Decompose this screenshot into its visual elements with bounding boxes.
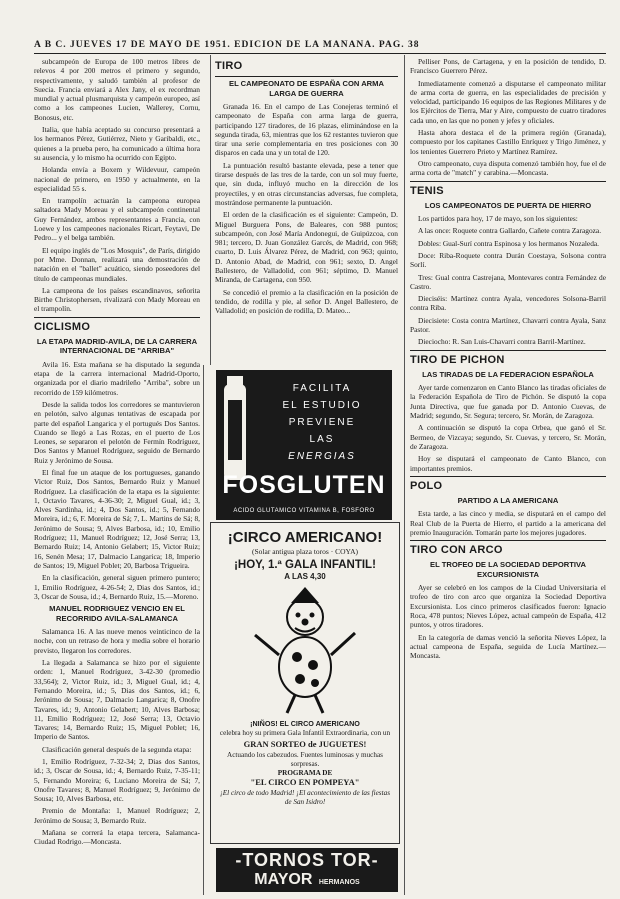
- paragraph: Granada 16. En el campo de Las Conejeras terminó el campeonato de España con arma larga de guerra, participando 127 tiradores, de 16 plazas, eliminándose en la segunda tirada, 63, mientras que los 62 restantes tuvieron que tirar una serie complementaria en tres posiciones con 30 disparos en cada una y un total de 120.: [215, 102, 398, 158]
- headline-campeonato-arma-larga: EL CAMPEONATO DE ESPAÑA CON ARMA LARGA DE GUERRA: [229, 79, 384, 98]
- column-2: [215, 57, 398, 363]
- paragraph: A continuación se disputó la copa Orbea, que ganó el Sr. Bermeo, de Vizcaya; segundo, Sr. Cuevas, y tercero, Sr. Morán, de Zaragoza.: [410, 423, 606, 451]
- paragraph: Ayer tarde comenzaron en Canto Blanco las tiradas oficiales de la Federación Española de Tiro de Pichón. Se disputó la copa Junta Directiva, que fue ganada por D. Antonio Cuevas, de Madrid; segundo, Sr. Segura; tercero, Sr. Morán, de Zaragoza.: [410, 383, 606, 421]
- header-rule: [34, 53, 606, 54]
- paragraph: Clasificación general después de la segunda etapa:: [42, 744, 192, 754]
- paragraph: Tres: Gual contra Castrejana, Montevares contra Fernández de Castro.: [410, 272, 606, 291]
- paragraph: Diecisiete: Costa contra Martínez, Chavarri contra Ayala, Sanz Pastor.: [410, 315, 606, 335]
- fosgluten-subtitle: ACIDO GLUTAMICO VITAMINA B, FOSFORO: [233, 508, 375, 514]
- paragraph: Desde la salida todos los corredores se mantuvieron en pelotón, salvo algunas tentativas de escapada por parte del español Langarica y el portugués Dos Santos. Cuando se llegó a Las Rozas, en el puerto de Los Leones, se separaron el pelotón de Fermín Rodríguez, Dos Santos y Manuel Rodríguez, seguido de Bernardo Ruiz y Jerónimo de Sousa.: [34, 399, 200, 465]
- headline-avila-salamanca: MANUEL RODRIGUEZ VENCIO EN EL RECORRIDO AVILA-SALAMANCA: [49, 604, 185, 623]
- clown-illustration: [245, 585, 365, 715]
- section-title-tiro-arco: TIRO CON ARCO: [410, 544, 503, 557]
- tornos-line1: -TORNOS TOR-: [235, 850, 379, 870]
- column-3: [410, 57, 606, 893]
- paragraph: En la clasificación, general siguen primero puntero; 1, Emilio Rodríguez, 4-26-54; 2, Dias dos Santos, id.; 3, Oscar de Sousa, id.; 4, Bernardo Ruiz, 15.—Moreno.: [34, 573, 200, 601]
- paragraph: Se concedió el premio a la clasificación en la posición de tendido, de rodilla y pie, al señor D. Angel Ballestero, de Valladolid; en posición de rodilla, D. Mateo...: [215, 287, 398, 316]
- section-title-tiro-pichon: TIRO DE PICHON: [410, 353, 505, 366]
- paragraph: Premio de Montaña: 1, Manuel Rodríguez; 2, Jerónimo de Sousa; 3, Bernardo Ruiz.: [34, 806, 200, 825]
- paragraph: El equipo inglés de "Los Mosquis", de París, dirigido por Mme. Donnan, realizará una demostración de natación en el "ballet" acuático, siendo poseedores del título de campeonas mundiales.: [34, 245, 200, 283]
- ad-line: FACILITA: [292, 383, 352, 394]
- paragraph: Italia, que había aceptado su concurso presentará a los hermanos Pérez, Gutiérrez, Nieto y Garibaldi, etc., quienes a la prueba pero, ha comunicado a última hora su ausencia, y lo mismo ha ocurrido con Egipto.: [34, 125, 200, 162]
- section-title-tiro: TIRO: [215, 60, 243, 72]
- paragraph: En trampolín actuarán la campeona europea saltadora Mady Moreau y el subcampeón continental Guy Fernández, ambos representantes a Francia, con Loewe y los campeones nacionales Ricart, Feytavi, De Pedro... y el belga también.: [34, 196, 200, 243]
- paragraph: La llegada a Salamanca se hizo por el siguiente orden: 1, Manuel Rodríguez, 3-42-30 (promedio 33,564); 2, Victor Ruiz, id.; 3, Miguel Gual, id.; 4, Fernando Moreira, id.; 5, Dias dos Santos, id.; 6, Jerónimo de Sousa; 7, Dalmacio Langarica; 8, Onofre Tavares, id.; 9, Antonio Gelabert; 10, Alves Barbosa; 11, Emilio Rodríguez; 12, José Serra; 13, Octavio Tavares; 14, Bernardo Ruiz; 15, Miguel Poblet; 16, Imperio de Santos.: [34, 658, 200, 742]
- circo-title: ¡CIRCO AMERICANO!: [227, 529, 383, 546]
- circo-venue: (Solar antigua plaza toros · COYA): [251, 547, 358, 556]
- paragraph: Pelliser Pons, de Cartagena, y en la posición de tendido, D. Francisco Guerrero Pérez.: [410, 57, 606, 76]
- paragraph: Avila 16. Esta mañana se ha disputado la segunda etapa de la carrera internacional Madrid-Oporto, organizada por el diario madrileño "Arriba", sobre un recorrido de 159 kilómetros.: [34, 359, 200, 397]
- paragraph: La campeona de los países escandinavos, señorita Birthe Christophersen, rivalizará con Mady Moreau en el trampolín.: [34, 285, 200, 314]
- column-divider-left: [210, 55, 211, 365]
- paragraph: A las once: Roquete contra Gallardo, Cañete contra Zaragoza.: [418, 226, 602, 236]
- section-rule: [410, 181, 606, 182]
- section-rule: [410, 476, 606, 477]
- circo-program-name: "EL CIRCO EN POMPEYA": [250, 777, 360, 787]
- section-rule: [410, 540, 606, 541]
- headline-trofeo-excursionista: EL TROFEO DE LA SOCIEDAD DEPORTIVA EXCURSIONISTA: [430, 560, 586, 579]
- circo-body-head: ¡NIÑOS! EL CIRCO AMERICANO: [250, 719, 360, 728]
- paragraph: Los partidos para hoy, 17 de mayo, son los siguientes:: [418, 214, 578, 224]
- ad-line: EL ESTUDIO: [282, 400, 362, 411]
- headline-federacion-espanola: LAS TIRADAS DE LA FEDERACION ESPAÑOLA: [422, 369, 594, 379]
- tornos-tormayor-ad: [216, 848, 398, 892]
- ad-line: PREVIENE: [288, 417, 356, 428]
- section-title-tenis: TENIS: [410, 184, 444, 197]
- paragraph: Otro campeonato, cuya disputa comenzó también hoy, fue el de arma corta de "match" y carabina.—Moncasta.: [410, 158, 606, 178]
- tornos-line2: MAYOR: [254, 871, 313, 888]
- paragraph: Mañana se correrá la etapa tercera, Salamanca-Ciudad Rodrigo.—Moncasta.: [34, 828, 200, 847]
- paragraph: Dobles: Gual-Surí contra Espinosa y los hermanos Nozaleda.: [418, 238, 600, 248]
- paragraph: Esta tarde, a las cinco y media, se disputará en el campo del Real Club de la Puerta de Hierro, el partido a la americana del premio Inauguración. Tomarán parte los mejores jugadores.: [410, 509, 606, 537]
- tornos-hermanos: HERMANOS: [318, 879, 360, 886]
- headline-puerta-de-hierro: LOS CAMPEONATOS DE PUERTA DE HIERRO: [424, 200, 592, 210]
- headline-partido-americana: PARTIDO A LA AMERICANA: [457, 495, 559, 505]
- circo-americano-ad: [210, 522, 400, 844]
- column-divider-left-lower: [203, 365, 204, 895]
- paragraph: Dieciséis: Martínez contra Ayala, vencedores Solsona-Barril contra Riba.: [410, 294, 606, 313]
- paragraph: subcampeón de Europa de 100 metros libres de relevos 4 por 200 metros el primero y segundo, respectivamente, y saludó también al profesor de Suecia. Francia enviará a Alex Jany, el ex recordman mundial y actual plusmarquista y campeón europeo, así como a los campeones Lucien, Wallerey, Cornu, Bonosus, etc.: [34, 57, 200, 122]
- paragraph: La puntuación resultó bastante elevada, pese a tener que tirarse después de las tres de la tarde, con un sol muy fuerte, que, sin duda, influyó mucho en la dirección de los proyectiles, y en otras circunstancias adversas, fue completa, mostrándose permanente la puntuación.: [215, 160, 398, 207]
- circo-gala: ¡HOY, 1.ª GALA INFANTIL!: [234, 559, 376, 571]
- section-title-polo: POLO: [410, 479, 443, 492]
- circo-program-label: PROGRAMA DE: [277, 769, 333, 777]
- paragraph: Hoy se disputará el campeonato de Canto Blanco, con importantes premios.: [410, 454, 606, 473]
- circo-footer: ¡El circo de todo Madrid! ¡El acontecimiento de las fiestas de San Isidro!: [219, 789, 390, 806]
- paragraph: Hasta ahora destaca el de la primera región (Granada), compuesto por los capitanes Castillo Enríquez y Trigo Jiménez, y los tenientes Guerrero Prieto y Martínez Ramírez.: [410, 128, 606, 156]
- paragraph: Doce: Riba-Roquete contra Durán Coestaya, Solsona contra Sorlí.: [410, 250, 606, 270]
- paragraph: Dieciocho: R. San Luis-Chavarri contra Barril-Martínez.: [418, 337, 586, 347]
- headline-madrid-avila: LA ETAPA MADRID-AVILA, DE LA CARRERA INTERNACIONAL DE "ARRIBA": [36, 336, 198, 356]
- circo-time: A LAS 4,30: [284, 572, 326, 581]
- section-rule: [215, 76, 398, 77]
- paragraph: El orden de la clasificación es el siguiente: Campeón, D. Miguel Burguera Pons, de Baleares, con 988 puntos; subcampeón, con José María Andonegui, de Guipúzcoa, con 981; tercero, D. Juan González Garcés, de Madrid, con 968; cuarto, D. Luis Álvarez Pérez, de Madrid, con 963; quinto, D. Antonio Abad, de Madrid, con 961; sexto, D. Angel Ballestero, de Valladolid, con 961; séptimo, D. Manuel Miranda, de Cartagena, con 950.: [215, 210, 398, 285]
- ad-line: LAS: [309, 434, 335, 445]
- column-divider-right: [404, 55, 405, 895]
- section-title-ciclismo: CICLISMO: [34, 320, 91, 333]
- fosgluten-brand: FOSGLUTEN: [222, 471, 386, 499]
- col1-intro: [34, 57, 200, 314]
- paragraph: El final fue un ataque de los portugueses, ganando Victor Ruiz, Dos Santos, Bernardo Ruiz y Manuel Rodríguez. La clasificación de la etapa es la siguiente: 1, Octavio Tavares, 4-36-30; 2, Miguel Gual, id.; 3, Alves Sardinha, id.; 4, Dos Santos, id.; 5, Fernando Moreira, id.; 6, F. Moreira de Sá; 7, L. Martins de Sá; 8, Jerónimo de Sousa; 9, Alves Barbosa, id.; 10, Emilio Rodríguez; 11, Manuel Rodríguez; 12, José Serra; 13, Bernardo Ruiz; 14, Antonio Gelabert; 15, Victor Ruiz; 16, Senén Mesa; 17, Dalmacio Langarica; 18, Imperio de Santos; 19, Miguel Poblet; 20, Barbosa Trigueira.: [34, 467, 200, 570]
- paragraph: Salamanca 16. A las nueve menos veinticinco de la noche, con un retraso de hora y media sobre el horario previsto, llegaron los corredores.: [34, 627, 200, 655]
- section-rule: [34, 317, 200, 318]
- paragraph: En la categoría de damas venció la señorita Nieves López, la actual campeona de España, seguida de Lucía Martínez.—Moncasta.: [410, 632, 606, 661]
- paragraph: Holanda envía a Boxem y Wildevuur, campeón nacional de primero, en 1950 y actualmente, en la especialidad 55 s.: [34, 165, 200, 193]
- fosgluten-ad: [216, 370, 392, 520]
- circo-sorteo: GRAN SORTEO de JUGUETES!: [243, 739, 367, 749]
- paragraph: 1, Emilio Rodríguez, 7-32-34; 2, Dias dos Santos, id.; 3, Oscar de Sousa, id.; 4, Bernardo Ruiz, 7-35-11; 5, Fernando Moreira; 6, Luciano Moreira de Sá; 7, Onofre Tavares; 8, Manuel Rodríguez; 9, Jerónimo de Sousa; 10, Alves Barbosa, etc.: [34, 757, 200, 804]
- ad-line: ENERGIAS: [288, 451, 356, 462]
- column-1: [34, 57, 200, 893]
- circo-body: celebra hoy su primera Gala Infantil Extraordinaria, con un: [219, 729, 391, 737]
- circo-body2: Actuando los cabezudos. Fuentes luminosas y muchas sorpresas.: [227, 751, 383, 768]
- running-head: A B C. JUEVES 17 DE MAYO DE 1951. EDICION DE LA MAÑANA. PAG. 38: [34, 40, 420, 50]
- section-rule: [410, 350, 606, 351]
- paragraph: Ayer se celebró en los campos de la Ciudad Universitaria el trofeo de tiro con arco que organiza la Sociedad Deportiva Excursionista. Los cinco primeros clasificados fueron: Ignacio Roca, 478 puntos; Nieves López, actual campeón de España, 412 puntos, y otros tiradores.: [410, 583, 606, 630]
- paragraph: Inmediatamente comenzó a disputarse el campeonato militar de arma corta de guerra, en las especialidades de precisión y velocidad, participando 16 equipos de las Regiones Militares y de los Ejércitos de Tierra, Mar y Aire, compuesto de cuatro tiradores cada uno, en las que no ponen y jefes y oficiales.: [410, 78, 606, 125]
